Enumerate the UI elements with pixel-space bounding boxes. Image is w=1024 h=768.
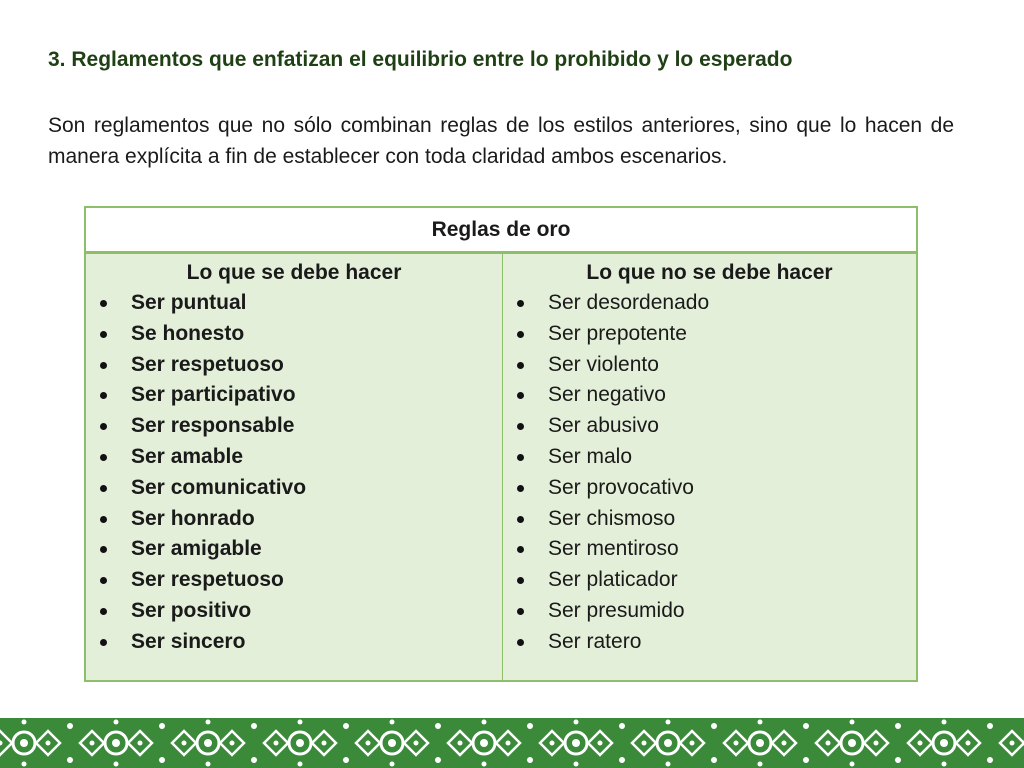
list-item: Ser honrado bbox=[86, 504, 502, 535]
list-item: Ser positivo bbox=[86, 596, 502, 627]
list-item: Ser violento bbox=[503, 350, 916, 381]
rules-columns bbox=[86, 254, 916, 681]
do-column bbox=[86, 254, 502, 681]
list-item: Ser participativo bbox=[86, 380, 502, 411]
dont-list bbox=[503, 288, 916, 658]
list-item: Ser desordenado bbox=[503, 288, 916, 319]
do-list bbox=[86, 288, 502, 658]
rules-table bbox=[84, 206, 918, 682]
list-item: Ser presumido bbox=[503, 596, 916, 627]
decorative-pattern-band bbox=[0, 718, 1024, 768]
rules-table-title: Reglas de oro bbox=[86, 208, 916, 254]
list-item: Ser abusivo bbox=[503, 411, 916, 442]
list-item: Ser responsable bbox=[86, 411, 502, 442]
list-item: Ser negativo bbox=[503, 380, 916, 411]
list-item: Ser mentiroso bbox=[503, 534, 916, 565]
list-item: Ser chismoso bbox=[503, 504, 916, 535]
list-item: Ser malo bbox=[503, 442, 916, 473]
list-item: Ser sincero bbox=[86, 627, 502, 658]
list-item: Ser comunicativo bbox=[86, 473, 502, 504]
list-item: Ser amable bbox=[86, 442, 502, 473]
do-column-header: Lo que se debe hacer bbox=[186, 261, 402, 284]
intro-paragraph: Son reglamentos que no sólo combinan reglas de los estilos anteriores, sino que lo hacen de manera explícita a fin de establecer con toda claridad ambos escenarios. bbox=[48, 114, 954, 168]
list-item: Ser platicador bbox=[503, 565, 916, 596]
slide-heading: 3. Reglamentos que enfatizan el equilibrio entre lo prohibido y lo esperado bbox=[48, 48, 793, 71]
list-item: Ser puntual bbox=[86, 288, 502, 319]
list-item: Se honesto bbox=[86, 319, 502, 350]
list-item: Ser provocativo bbox=[503, 473, 916, 504]
dont-column-header: Lo que no se debe hacer bbox=[586, 261, 833, 284]
list-item: Ser amigable bbox=[86, 534, 502, 565]
list-item: Ser prepotente bbox=[503, 319, 916, 350]
list-item: Ser respetuoso bbox=[86, 350, 502, 381]
list-item: Ser respetuoso bbox=[86, 565, 502, 596]
list-item: Ser ratero bbox=[503, 627, 916, 658]
dont-column bbox=[502, 254, 916, 681]
